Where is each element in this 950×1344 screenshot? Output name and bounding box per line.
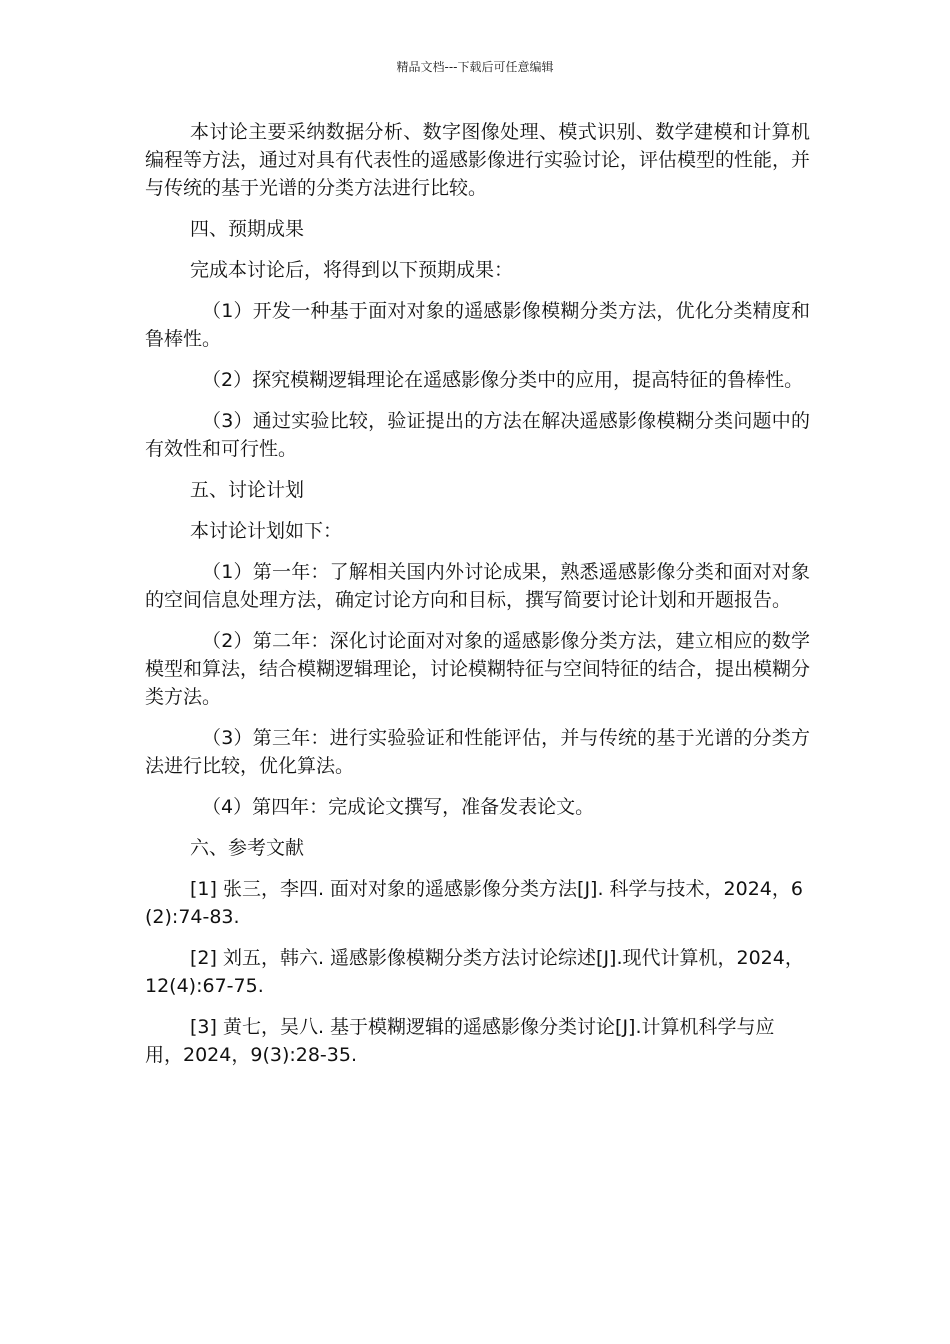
expected-result-item: （2）探究模糊逻辑理论在遥感影像分类中的应用，提高特征的鲁棒性。 — [202, 369, 804, 391]
section-lead-research-plan: 本讨论计划如下： — [190, 520, 343, 542]
plan-item: （1）第一年：了解相关国内外讨论成果，熟悉遥感影像分类和面对对象的空间信息处理方法，确定讨论方向和目标，撰写简要讨论计划和开题报告。 — [145, 561, 810, 611]
section-lead-expected-results: 完成本讨论后，将得到以下预期成果： — [190, 259, 514, 281]
expected-result-item: （3）通过实验比较，验证提出的方法在解决遥感影像模糊分类问题中的有效性和可行性。 — [145, 410, 810, 460]
reference-item: [2] 刘五，韩六. 遥感影像模糊分类方法讨论综述[J].现代计算机，2024，12(4):67-75. — [145, 947, 804, 997]
plan-item: （3）第三年：进行实验验证和性能评估，并与传统的基于光谱的分类方法进行比较，优化算法。 — [145, 727, 810, 777]
page-header: 精品文档---下载后可任意编辑 — [396, 60, 554, 74]
plan-item: （2）第二年：深化讨论面对对象的遥感影像分类方法，建立相应的数学模型和算法，结合模糊逻辑理论，讨论模糊特征与空间特征的结合，提出模糊分类方法。 — [145, 630, 811, 708]
section-heading-references: 六、参考文献 — [190, 837, 305, 859]
intro-paragraph: 本讨论主要采纳数据分析、数字图像处理、模式识别、数学建模和计算机编程等方法，通过对具有代表性的遥感影像进行实验讨论，评估模型的性能，并与传统的基于光谱的分类方法进行比较。 — [145, 121, 811, 199]
section-heading-research-plan: 五、讨论计划 — [190, 479, 305, 501]
section-heading-expected-results: 四、预期成果 — [190, 218, 305, 240]
reference-item: [3] 黄七，吴八. 基于模糊逻辑的遥感影像分类讨论[J].计算机科学与应用，2024，9(3):28-35. — [145, 1016, 775, 1066]
reference-item: [1] 张三，李四. 面对对象的遥感影像分类方法[J]. 科学与技术，2024，6(2):74-83. — [145, 878, 803, 928]
plan-item: （4）第四年：完成论文撰写，准备发表论文。 — [202, 796, 595, 818]
document-body — [145, 118, 810, 1082]
expected-result-item: （1）开发一种基于面对对象的遥感影像模糊分类方法，优化分类精度和鲁棒性。 — [145, 300, 810, 350]
